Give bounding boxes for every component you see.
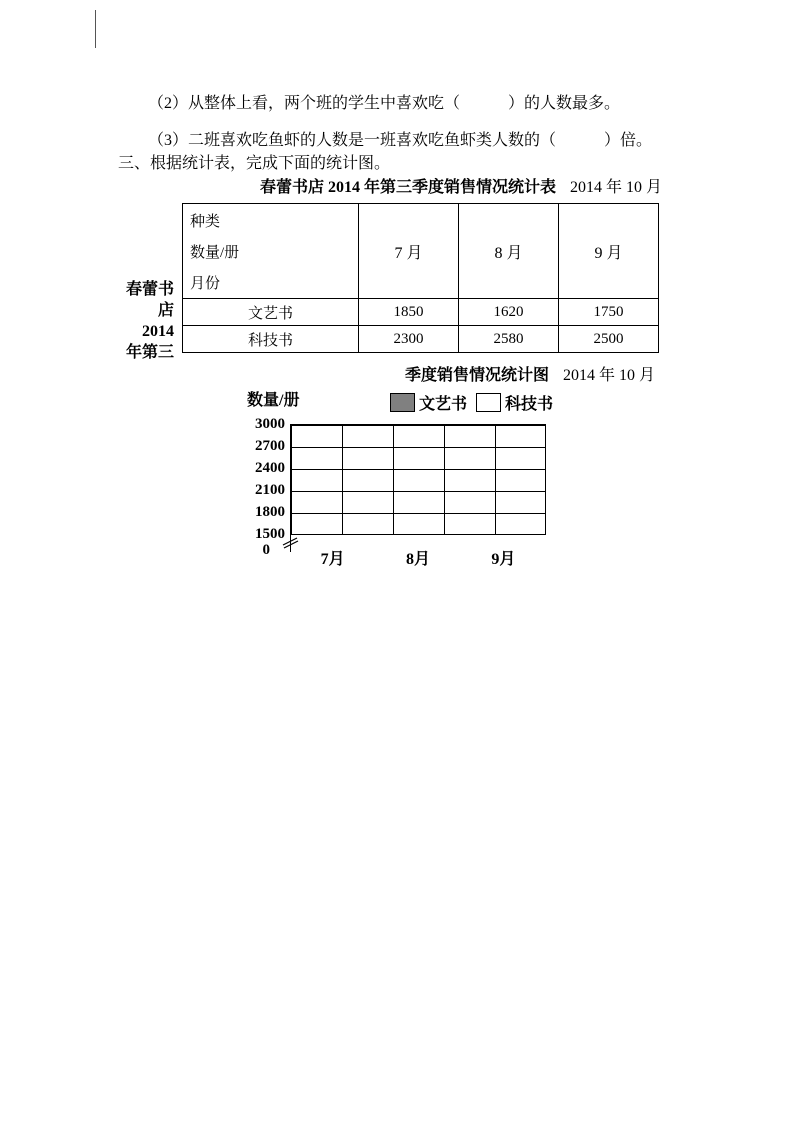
legend-item-science (476, 391, 553, 414)
table-title: 春蕾书店 2014 年第三季度销售情况统计表 (260, 179, 557, 196)
question-3: （3）二班喜欢吃鱼虾的人数是一班喜欢吃鱼虾类人数的（ ）倍。 (148, 132, 653, 149)
table-row (183, 326, 659, 353)
legend-item-literary (390, 391, 467, 414)
question-2: （2）从整体上看，两个班的学生中喜欢吃（ ）的人数最多。 (148, 95, 621, 112)
chart-title-row (405, 362, 655, 385)
col-header-month-9: 9 月 (559, 204, 659, 299)
corner-quantity-label: 数量/册 (190, 244, 240, 261)
table-corner-header (183, 204, 359, 299)
legend-swatch-white (476, 393, 501, 412)
cell-value: 2300 (359, 326, 459, 353)
cell-value: 2500 (559, 326, 659, 353)
wrap-line: 2014 (142, 323, 174, 340)
cell-value: 1750 (559, 299, 659, 326)
wrapped-title-text (112, 279, 174, 363)
y-tick-2100: 2100 (255, 482, 285, 498)
cell-value: 1850 (359, 299, 459, 326)
chart-legend (390, 391, 562, 414)
cell-value: 2580 (459, 326, 559, 353)
stray-mark-line (95, 10, 96, 48)
row-label-science-books: 科技书 (183, 326, 359, 353)
x-axis-ticks (290, 546, 546, 569)
y-tick-2700: 2700 (255, 438, 285, 454)
y-tick-origin: 0 (262, 542, 270, 558)
y-tick-3000: 3000 (255, 416, 285, 432)
chart-title-date: 2014 年 10 月 (563, 367, 656, 384)
x-tick-july: 7月 (320, 551, 345, 568)
corner-month-label: 月份 (190, 275, 221, 292)
x-tick-september: 9月 (491, 551, 516, 568)
corner-kind-label: 种类 (190, 213, 221, 230)
y-tick-2400: 2400 (255, 460, 285, 476)
table-row (183, 299, 659, 326)
table-title-row (260, 174, 662, 197)
table-title-date: 2014 年 10 月 (570, 179, 663, 196)
chart-grid (290, 424, 546, 535)
row-label-literary-books: 文艺书 (183, 299, 359, 326)
col-header-month-8: 8 月 (459, 204, 559, 299)
cell-value: 1620 (459, 299, 559, 326)
table-header-row (183, 204, 659, 299)
legend-swatch-gray (390, 393, 415, 412)
x-tick-august: 8月 (405, 551, 430, 568)
wrap-line: 店 (157, 302, 174, 319)
wrap-line: 春蕾书 (125, 281, 174, 298)
legend-label: 科技书 (505, 396, 554, 413)
section-3-heading: 三、根据统计表，完成下面的统计图。 (118, 155, 391, 172)
y-axis-label: 数量/册 (247, 392, 300, 409)
y-tick-1500: 1500 (255, 526, 285, 542)
chart-title: 季度销售情况统计图 (405, 367, 550, 384)
legend-label: 文艺书 (419, 396, 468, 413)
y-tick-1800: 1800 (255, 504, 285, 520)
sales-stats-table (182, 203, 659, 353)
wrap-line: 年第三 (125, 344, 174, 361)
col-header-month-7: 7 月 (359, 204, 459, 299)
